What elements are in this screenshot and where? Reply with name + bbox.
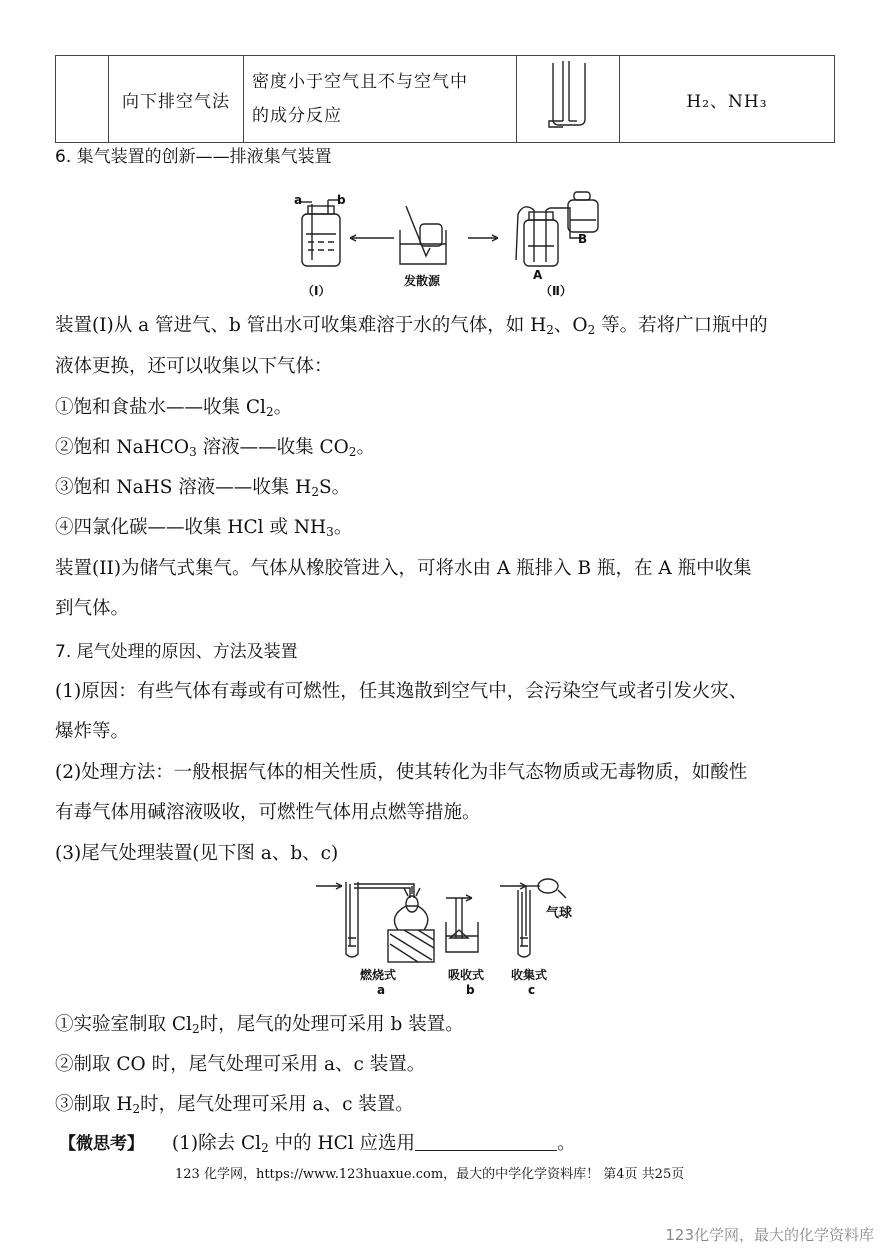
conclusion-3: ③制取 $H_2$时，尾气处理可采用 a、c 装置。 bbox=[55, 1094, 414, 1116]
p1-line1: 装置(I)从 a 管进气、b 管出水可收集难溶于水的气体，如 $H_2$、$O_2$ 等。若将广口瓶中的 bbox=[55, 315, 768, 337]
apparatus-line: (3)尾气处理装置(见下图 a、b、c) bbox=[55, 843, 339, 864]
table-row bbox=[56, 56, 835, 143]
label-absorb: 吸收式 bbox=[448, 968, 485, 982]
item-2: ②饱和 NaHCO$_3$ 溶液——收集 $CO_2$。 bbox=[55, 437, 375, 459]
item-1: ①饱和食盐水——收集 $Cl_2$。 bbox=[55, 397, 293, 419]
p1-line2: 液体更换，还可以收集以下气体： bbox=[55, 356, 333, 377]
reason-line1: (1)原因：有些气体有毒或有可燃性，任其逸散到空气中，会污染空气或者引发火灾、 bbox=[55, 681, 748, 702]
label-fig-c: c bbox=[528, 983, 536, 997]
method-line2: 有毒气体用碱溶液吸收，可燃性气体用点燃等措施。 bbox=[55, 802, 481, 823]
table-cell-apparatus bbox=[517, 56, 620, 143]
table-cell-empty bbox=[56, 56, 109, 143]
p2-line1: 装置(II)为储气式集气。气体从橡胶管进入，可将水由 A 瓶排入 B 瓶，在 A 瓶中收集 bbox=[55, 558, 752, 579]
label-B: B bbox=[578, 232, 588, 246]
label-balloon: 气球 bbox=[546, 906, 573, 921]
table-cell-condition: 密度小于空气且不与空气中 的成分反应 bbox=[244, 56, 517, 143]
label-collect: 收集式 bbox=[511, 968, 548, 982]
label-device-2: （Ⅱ） bbox=[540, 284, 572, 298]
tail-gas-figure bbox=[314, 876, 584, 966]
think-question: 【微思考】 (1)除去 $Cl_2$ 中的 HCl 应选用 。 bbox=[59, 1133, 576, 1155]
label-b: b bbox=[337, 193, 346, 207]
label-fig-b: b bbox=[466, 983, 475, 997]
table-cell-method: 向下排空气法 bbox=[109, 56, 244, 143]
watermark: 123化学网，最大的化学资料库 bbox=[665, 1226, 874, 1244]
section6-heading: 6. 集气装置的创新——排液集气装置 bbox=[55, 147, 332, 167]
downward-air-collection-icon bbox=[543, 59, 593, 135]
table-cell-gases: H₂、NH₃ bbox=[620, 56, 835, 143]
conclusion-2: ②制取 CO 时，尾气处理可采用 a、c 装置。 bbox=[55, 1054, 426, 1075]
label-a: a bbox=[294, 193, 303, 207]
page-footer: 123 化学网，https://www.123huaxue.com，最大的中学化学资料库！ 第4页 共25页 bbox=[175, 1167, 685, 1182]
answer-blank[interactable] bbox=[415, 1132, 557, 1151]
method-line1: (2)处理方法：一般根据气体的相关性质，使其转化为非气态物质或无毒物质，如酸性 bbox=[55, 762, 748, 783]
label-burn: 燃烧式 bbox=[360, 968, 397, 982]
item-3: ③饱和 NaHS 溶液——收集 $H_2S$。 bbox=[55, 477, 351, 499]
gas-collection-table bbox=[55, 55, 835, 143]
think-label: 【微思考】 bbox=[59, 1134, 144, 1154]
label-fig-a: a bbox=[377, 983, 386, 997]
label-device-1: （Ⅰ） bbox=[302, 284, 331, 298]
p2-line2: 到气体。 bbox=[55, 598, 130, 619]
label-A: A bbox=[533, 268, 543, 282]
reason-line2: 爆炸等。 bbox=[55, 721, 130, 742]
item-4: ④四氯化碳——收集 HCl 或 $NH_3$。 bbox=[55, 517, 353, 539]
section7-heading: 7. 尾气处理的原因、方法及装置 bbox=[55, 642, 298, 662]
conclusion-1: ①实验室制取 $Cl_2$时，尾气的处理可采用 b 装置。 bbox=[55, 1014, 464, 1036]
label-source: 发散源 bbox=[404, 274, 441, 288]
